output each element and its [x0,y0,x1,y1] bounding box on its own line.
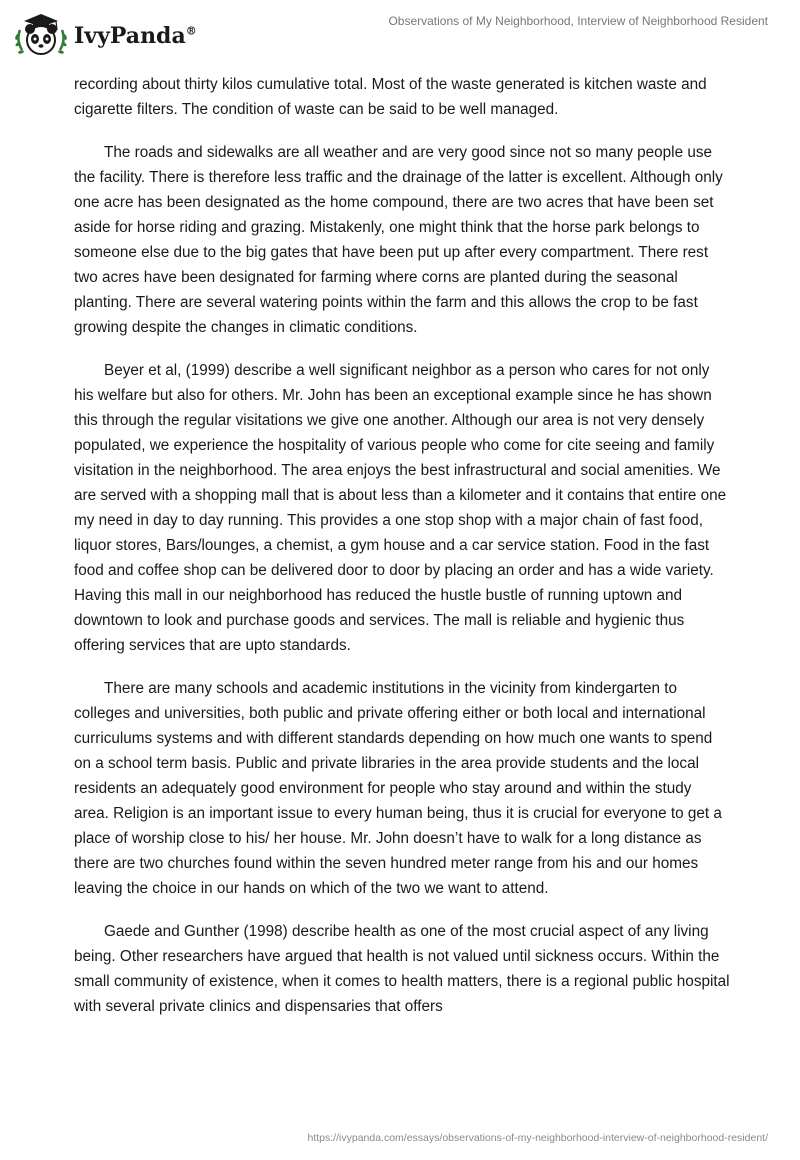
ivypanda-logo[interactable] [12,10,197,60]
registered-mark: ® [185,24,197,38]
paragraph: Gaede and Gunther (1998) describe health as one of the most crucial aspect of any living being. Other researchers have argued that health is not valued until sickness occurs. Within the small community of existence, when it comes to health matters, there is a regional public hospital with several private clinics and dispensaries that offers [74,923,730,1015]
paragraph: There are many schools and academic institutions in the vicinity from kindergarten to colleges and universities, both public and private offering either or both local and international curriculums systems and with different standards depending on how much one wants to spend on a school term basis. Public and private libraries in the area provide students and the local residents an adequately good environment for people who stay around and within the study area. Religion is an important issue to every human being, thus it is crucial for everyone to get a place of worship close to his/ her house. Mr. John doesn’t have to walk for a long distance as there are two churches found within the seven hundred meter range from his and our homes leaving the choice in our hands on which of the two we want to attend. [74,680,722,897]
paragraph: recording about thirty kilos cumulative total. Most of the waste generated is kitchen waste and cigarette filters. The condition of waste can be said to be well managed. [74,76,707,118]
source-url-link[interactable]: https://ivypanda.com/essays/observations-of-my-neighborhood-interview-of-neighborhood-resident/ [307,1132,768,1144]
essay-body [74,72,730,1037]
document-title: Observations of My Neighborhood, Interview of Neighborhood Resident [388,14,768,28]
paragraph: Beyer et al, (1999) describe a well significant neighbor as a person who cares for not only his welfare but also for others. Mr. John has been an exceptional example since he has shown this through the regular visitations we give one another. Although our area is not very densely populated, we experience the hospitality of various people who come for cite seeing and family visitation in the neighborhood. The area enjoys the best infrastructural and social amenities. We are served with a shopping mall that is about less than a kilometer and it contains that entire one my need in day to day running. This provides a one stop shop with a major chain of fast food, liquor stores, Bars/lounges, a chemist, a gym house and a car service station. Food in the fast food and coffee shop can be delivered door to door by placing an order and has a wide variety. Having this mall in our neighborhood has reduced the hustle bustle of running uptown and downtown to look and purchase goods and services. The mall is reliable and hygienic thus offering services that are upto standards. [74,362,727,654]
paragraph: The roads and sidewalks are all weather and are very good since not so many people use the facility. There is therefore less traffic and the drainage of the latter is excellent. Although only one acre has been designated as the home compound, there are two acres that have been set aside for horse riding and grazing. Mistakenly, one might think that the horse park belongs to someone else due to the big gates that have been put up after every compartment. There rest two acres have been designated for farming where corns are planted during the seasonal planting. There are several watering points within the farm and this allows the crop to be fast growing despite the changes in climatic conditions. [74,144,723,336]
brand-name: IvyPanda® [74,23,197,49]
panda-graduate-icon [12,10,70,60]
page-header [0,0,800,70]
